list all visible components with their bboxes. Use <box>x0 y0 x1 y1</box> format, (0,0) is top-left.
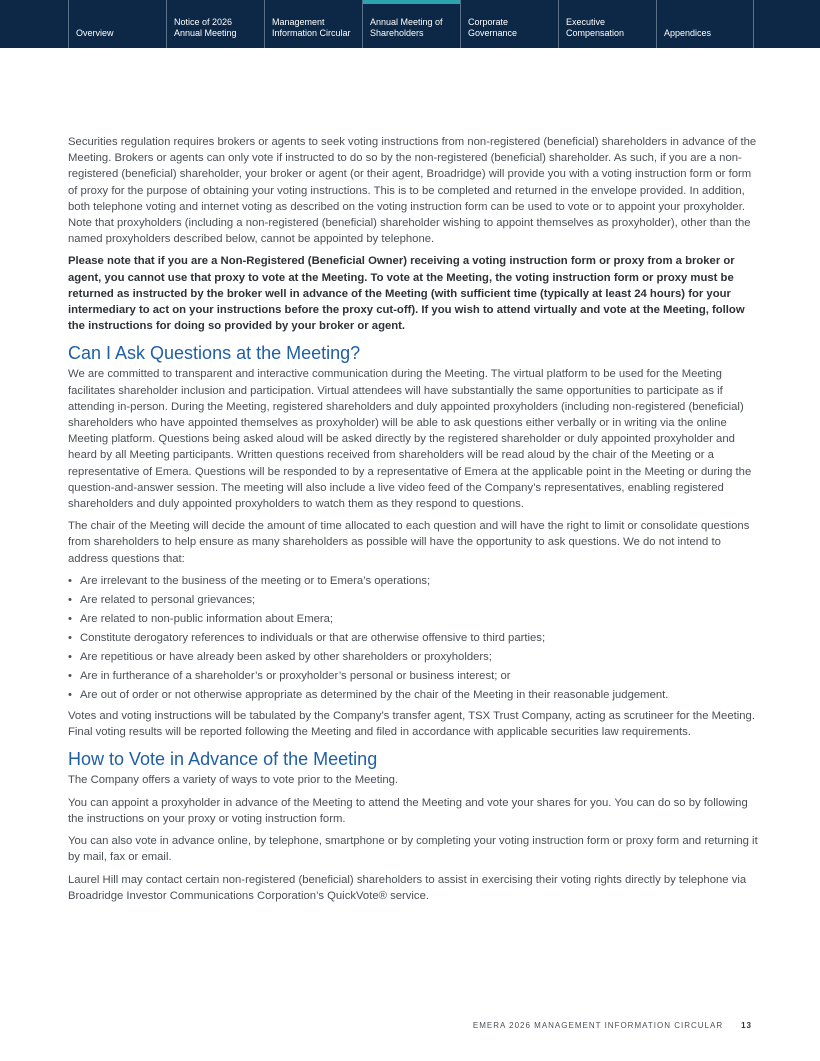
list-item: • Constitute derogatory references to individuals or that are otherwise offensive to third parties; <box>68 630 758 646</box>
broker-voting-paragraph: Securities regulation requires brokers or agents to seek voting instructions from non-registered (beneficial) shareholders in advance of the Meeting. Brokers or agents can only vote if instructed to do so by the non-registered (beneficial) shareholder. As such, if you are a non-registered (beneficial) shareholder, your broker or agent (or their agent, Broadridge) will provide you with a voting instruction form or form of proxy for the purpose of obtaining your voting instructions. This is to be completed and returned in the envelope provided. In addition, both telephone voting and internet voting as described on the voting instruction form can be used to vote or to appoint your proxyholder. Note that proxyholders (including a non-registered (beneficial) shareholder wishing to appoint themselves as proxyholder), other than the named proxyholders described below, cannot be appointed by telephone. <box>68 136 757 246</box>
tab-label: Notice of 2026 Annual Meeting <box>174 17 237 38</box>
tab-corporate-governance[interactable] <box>460 0 558 48</box>
advance-vote-paragraph: You can also vote in advance online, by telephone, smartphone or by completing your voting instruction form or proxy form and returning it by mail, fax or email. <box>68 835 758 864</box>
tab-label: Overview <box>76 28 114 38</box>
list-item: • Are out of order or not otherwise appropriate as determined by the chair of the Meeting in their reasonable judgement. <box>68 687 758 703</box>
tab-label: Appendices <box>664 28 712 38</box>
proxyholder-paragraph: You can appoint a proxyholder in advance of the Meeting to attend the Meeting and vote your shares for you. You can do so by following the instructions on your proxy or voting instruction form. <box>68 796 748 825</box>
page-number: 13 <box>741 1021 752 1030</box>
tab-annual-meeting-of-shareholders[interactable] <box>362 0 460 48</box>
laurel-hill-paragraph: Laurel Hill may contact certain non-registered (beneficial) shareholders to assist in exercising their voting rights directly by telephone via Broadridge Investor Communications Corporation’s QuickVote® service. <box>68 873 747 902</box>
top-navigation <box>0 0 820 48</box>
vote-in-advance-heading: How to Vote in Advance of the Meeting <box>68 749 378 770</box>
page-footer <box>473 1021 752 1030</box>
vote-ways-paragraph: The Company offers a variety of ways to vote prior to the Meeting. <box>68 774 399 787</box>
page-content <box>68 134 758 910</box>
tab-label: Executive Compensation <box>566 17 625 38</box>
tab-label: Corporate Governance <box>468 17 518 38</box>
list-item: • Are in furtherance of a shareholder’s or proxyholder’s personal or business interest; or <box>68 668 758 684</box>
questions-heading: Can I Ask Questions at the Meeting? <box>68 343 361 364</box>
list-item: • Are irrelevant to the business of the meeting or to Emera’s operations; <box>68 573 758 589</box>
list-item: • Are related to personal grievances; <box>68 592 758 608</box>
tabulation-paragraph: Votes and voting instructions will be tabulated by the Company’s transfer agent, TSX Trust Company, acting as scrutineer for the Meeting. Final voting results will be reported following the Meeting and filed in accordance with applicable securities law requirements. <box>68 710 755 739</box>
tab-appendices[interactable] <box>656 0 754 48</box>
tab-label: Management Information Circular <box>272 17 351 38</box>
tab-label: Annual Meeting of Shareholders <box>370 17 443 38</box>
footer-title: EMERA 2026 MANAGEMENT INFORMATION CIRCULAR <box>472 1021 724 1030</box>
tab-overview[interactable] <box>68 0 166 48</box>
excluded-questions-list <box>68 573 758 703</box>
tab-notice-of-annual-meeting[interactable] <box>166 0 264 48</box>
list-item: • Are related to non-public information about Emera; <box>68 611 758 627</box>
chair-time-paragraph: The chair of the Meeting will decide the amount of time allocated to each question and will have the right to limit or consolidate questions from shareholders to help ensure as many shareholders as possible will have the opportunity to ask questions. We do not intend to address questions that: <box>68 520 750 565</box>
questions-paragraph: We are committed to transparent and interactive communication during the Meeting. The virtual platform to be used for the Meeting facilitates shareholder inclusion and participation. Virtual attendees will have substantially the same opportunities to participate as if attending in-person. During the Meeting, registered shareholders and duly appointed proxyholders (including non-registered (beneficial) shareholders who have appointed themselves as proxyholder) will be able to ask questions either verbally or in writing via the online Meeting platform. Questions being asked aloud will be asked directly by the registered shareholder or duly appointed proxyholder and heard by all Meeting participants. Written questions received from shareholders will be read aloud by the chair of the Meeting or a representative of Emera. Questions will be responded to by a representative of Emera at the applicable point in the Meeting or during the question-and-answer session. The meeting will also include a live video feed of the Company’s representatives, enabling registered shareholders and duly appointed proxyholders to watch them as they respond to questions. <box>68 368 752 511</box>
list-item: • Are repetitious or have already been asked by other shareholders or proxyholders; <box>68 649 758 665</box>
tab-executive-compensation[interactable] <box>558 0 656 48</box>
tab-management-information-circular[interactable] <box>264 0 362 48</box>
beneficial-owner-notice: Please note that if you are a Non-Registered (Beneficial Owner) receiving a voting instruction form or proxy from a broker or agent, you cannot use that proxy to vote at the Meeting. To vote at the Meeting, the voting instruction form or proxy must be returned as instructed by the broker well in advance of the Meeting (with sufficient time (typically at least 24 hours) for your intermediary to act on your instructions before the proxy cut-off). If you wish to attend virtually and vote at the Meeting, follow the instructions for doing so provided by your broker or agent. <box>68 255 745 333</box>
